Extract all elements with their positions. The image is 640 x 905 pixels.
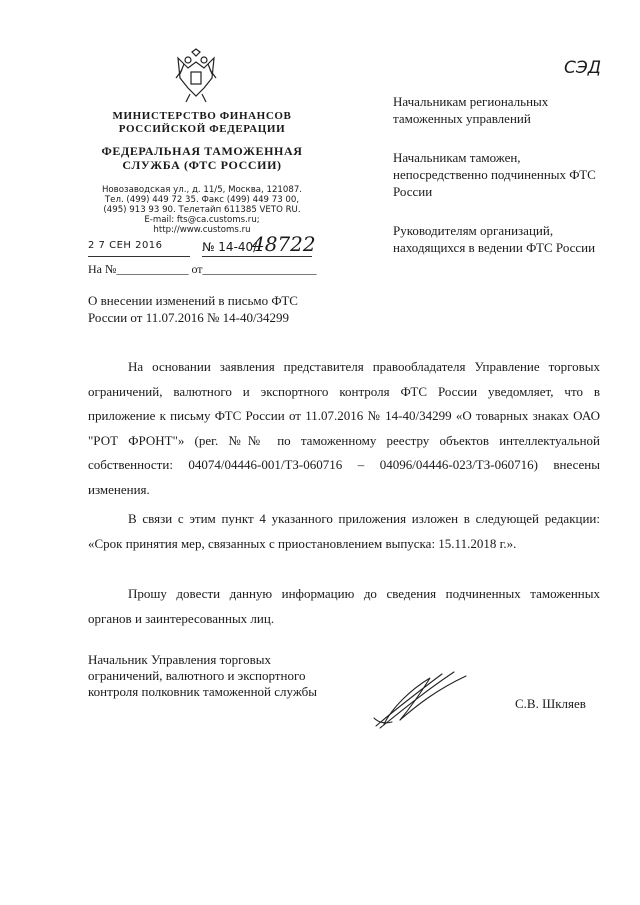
- body-paragraph-1: На основании заявления представителя правообладателя Управление торговых ограничений, валютного и экспортного контроля ФТС России уведомляет, что в приложение к письму ФТС России от 11.07.2016 № 14-40/34299 «О товарных знаках ОАО "РОТ ФРОНТ"» (рег. №№ по таможенному реестру объектов интеллектуальной собственности: 04074/04446-001/ТЗ-060716 – 04096/04446-023/ТЗ-060716) внесены изменения.: [88, 359, 600, 497]
- ministry-name: МИНИСТЕРСТВО ФИНАНСОВ РОССИЙСКОЙ ФЕДЕРАЦИИ: [112, 110, 292, 135]
- registration-number-prefix: № 14-40/: [202, 240, 258, 254]
- service-name: ФЕДЕРАЛЬНАЯ ТАМОЖЕННАЯ СЛУЖБА (ФТС РОССИИ): [101, 144, 303, 172]
- sender-address: Новозаводская ул., д. 11/5, Москва, 121087. Тел. (499) 449 72 35. Факс (499) 449 73 00, (495) 913 93 90. Телетайп 611385 VETO RU. E-mail: fts@ca.customs.ru; http://www.customs.ru: [101, 185, 303, 235]
- handwritten-signature: [370, 668, 480, 730]
- body-paragraph-2: В связи с этим пункт 4 указанного приложения изложен в следующей редакции: «Срок принятия мер, связанных с приостановлением выпуска: 15.11.2018 г.».: [88, 511, 600, 551]
- addressee-customs: Начальникам таможен, непосредственно подчиненных ФТС России: [393, 150, 596, 199]
- addressee-organizations: Руководителям организаций, находящихся в ведении ФТС России: [393, 223, 596, 255]
- body-paragraph-3: Прошу довести данную информацию до сведения подчиненных таможенных органов и заинтересованных лиц.: [88, 586, 600, 626]
- coat-of-arms-icon: [170, 48, 222, 104]
- document-date: 2 7 СЕН 2016: [88, 240, 163, 251]
- date-underline: [88, 256, 190, 257]
- registration-number-handwritten: 48722: [252, 232, 316, 256]
- document-system-mark: СЭД: [564, 58, 602, 78]
- signer-position: Начальник Управления торговых ограничений, валютного и экспортного контроля полковник таможенной службы: [88, 652, 318, 699]
- letter-subject: О внесении изменений в письмо ФТС России от 11.07.2016 № 14-40/34299: [88, 293, 298, 325]
- reference-line: На №____________ от___________________: [88, 262, 317, 276]
- regno-underline: [202, 256, 312, 257]
- addressee-regional: Начальникам региональных таможенных управлений: [393, 94, 549, 126]
- signer-name: С.В. Шкляев: [515, 696, 586, 711]
